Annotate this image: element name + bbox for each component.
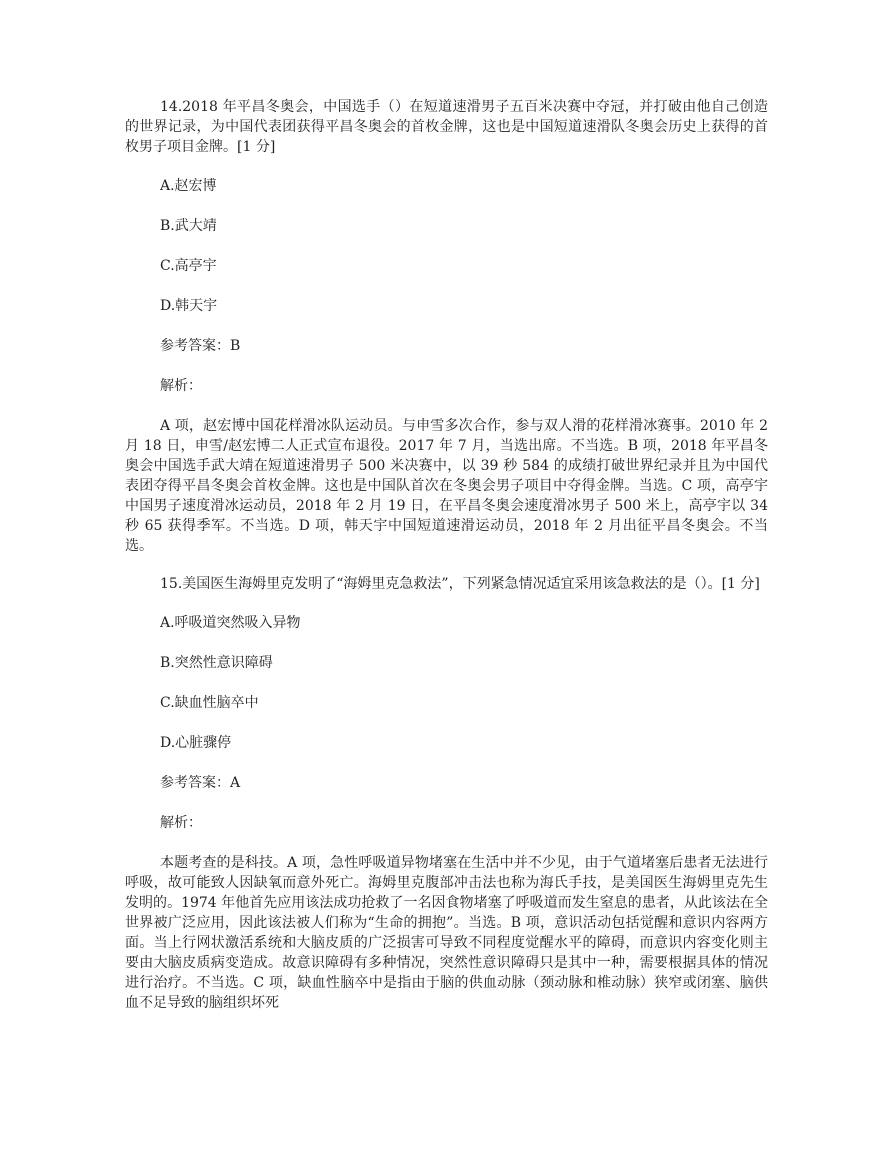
question-15-option-b: B.突然性意识障碍 [160, 655, 273, 671]
question-15-stem: 15.美国医生海姆里克发明了“海姆里克急救法”，下列紧急情况适宜采用该急救法的是（）。[1 分] [160, 576, 760, 592]
question-14-option-c: C.高亭宇 [160, 258, 217, 274]
question-14-option-d: D.韩天宇 [160, 298, 218, 314]
question-15-answer: 参考答案：A [160, 775, 241, 791]
question-15-analysis: 本题考查的是科技。A 项，急性呼吸道异物堵塞在生活中并不少见，由于气道堵塞后患者无法进行呼吸，故可能致人因缺氧而意外死亡。海姆里克腹部冲击法也称为海氏手技，是美国医生海姆里克先生发明的。1974 年他首先应用该法成功抢救了一名因食物堵塞了呼吸道而发生窒息的患者，从此该法在全世界被广泛应用，因此该法被人们称为“生命的拥抱”。当选。B 项，意识活动包括觉醒和意识内容两方面。当上行网状激活系统和大脑皮质的广泛损害可导致不同程度觉醒水平的障碍，而意识内容变化则主要由大脑皮质病变造成。故意识障碍有多种情况，突然性意识障碍只是其中一种，需要根据具体的情况进行治疗。不当选。C 项，缺血性脑卒中是指由于脑的供血动脉（颈动脉和椎动脉）狭窄或闭塞、脑供血不足导致的脑组织坏死 [125, 855, 768, 1011]
question-15-option-a: A.呼吸道突然吸入异物 [160, 615, 301, 631]
question-14-option-a: A.赵宏博 [160, 178, 217, 194]
question-14-analysis-label: 解析： [160, 378, 202, 394]
question-15-option-c: C.缺血性脑卒中 [160, 695, 259, 711]
question-14-option-b: B.武大靖 [160, 218, 217, 234]
question-15-analysis-label: 解析： [160, 815, 202, 831]
question-15-option-d: D.心脏骤停 [160, 735, 232, 751]
question-14-answer: 参考答案：B [160, 338, 241, 354]
question-14-analysis: A 项，赵宏博中国花样滑冰队运动员。与申雪多次合作，参与双人滑的花样滑冰赛事。2010 年 2 月 18 日，申雪/赵宏博二人正式宣布退役。2017 年 7 月，当选出席。不当选。B 项，2018 年平昌冬奥会中国选手武大靖在短道速滑男子 500 米决赛中，以 39 秒 584 的成绩打破世界纪录并且为中国代表团夺得平昌冬奥会首枚金牌。这也是中国队首次在冬奥会男子项目中夺得金牌。当选。C 项，高亭宇中国男子速度滑冰运动员，2018 年 2 月 19 日，在平昌冬奥会速度滑冰男子 500 米上，高亭宇以 34 秒 65 获得季军。不当选。D 项，韩天宇中国短道速滑运动员，2018 年 2 月出征平昌冬奥会。不当选。 [125, 418, 768, 554]
question-14-stem: 14.2018 年平昌冬奥会，中国选手（）在短道速滑男子五百米决赛中夺冠，并打破由他自己创造的世界记录，为中国代表团获得平昌冬奥会的首枚金牌，这也是中国短道速滑队冬奥会历史上获得的首枚男子项目金牌。[1 分] [125, 99, 768, 155]
